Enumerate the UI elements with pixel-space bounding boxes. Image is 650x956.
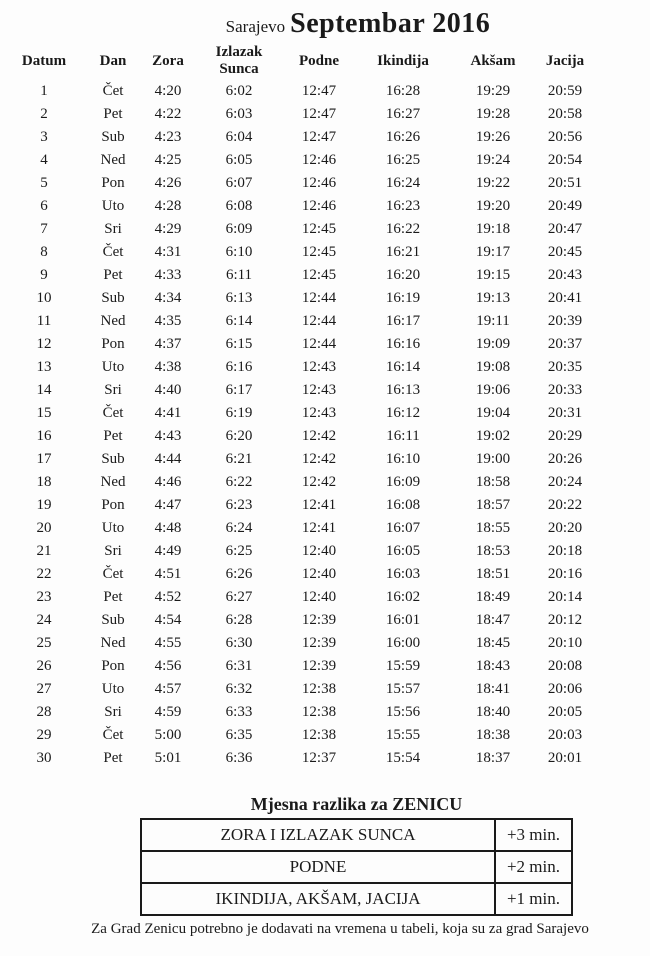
cell-zora: 4:35	[154, 313, 182, 329]
table-row	[0, 195, 592, 218]
prayer-table-body	[0, 80, 592, 770]
cell-podne: 12:41	[301, 520, 337, 536]
cell-aksam: 19:11	[476, 313, 510, 329]
cell-dan: Ned	[100, 313, 126, 329]
zenica-row-podne	[141, 851, 572, 883]
cell-zora: 4:52	[154, 589, 182, 605]
cell-izlazak-sunca: 6:24	[225, 520, 253, 536]
cell-podne: 12:44	[301, 313, 337, 329]
cell-datum: 4	[40, 152, 48, 168]
cell-jacija: 20:01	[547, 750, 583, 766]
cell-jacija: 20:31	[547, 405, 583, 421]
cell-jacija: 20:06	[547, 681, 583, 697]
cell-aksam: 18:53	[475, 543, 511, 559]
cell-ikindija: 16:07	[385, 520, 421, 536]
cell-jacija: 20:05	[547, 704, 583, 720]
cell-izlazak-sunca: 6:14	[225, 313, 253, 329]
cell-aksam: 19:26	[475, 129, 511, 145]
cell-ikindija: 16:05	[385, 543, 421, 559]
table-row	[0, 126, 592, 149]
table-row	[0, 356, 592, 379]
table-row	[0, 494, 592, 517]
table-row	[0, 747, 592, 770]
col-header-podne: Podne	[298, 52, 339, 69]
cell-podne: 12:43	[301, 405, 337, 421]
col-header-ikindija: Ikindija	[377, 52, 429, 69]
cell-podne: 12:42	[301, 428, 337, 444]
cell-ikindija: 16:20	[385, 267, 421, 283]
cell-izlazak-sunca: 6:27	[225, 589, 253, 605]
cell-datum: 12	[36, 336, 52, 352]
cell-izlazak-sunca: 6:09	[225, 221, 253, 237]
cell-aksam: 19:04	[475, 405, 511, 421]
cell-jacija: 20:39	[547, 313, 583, 329]
table-row	[0, 609, 592, 632]
cell-jacija: 20:51	[547, 175, 583, 191]
table-row	[0, 471, 592, 494]
cell-ikindija: 15:54	[385, 750, 421, 766]
cell-izlazak-sunca: 6:31	[225, 658, 253, 674]
cell-datum: 1	[40, 83, 48, 99]
cell-zora: 4:43	[154, 428, 182, 444]
table-row	[0, 287, 592, 310]
cell-dan: Pon	[101, 497, 125, 513]
cell-dan: Sub	[101, 612, 125, 628]
cell-jacija: 20:59	[547, 83, 583, 99]
cell-aksam: 19:28	[475, 106, 511, 122]
cell-izlazak-sunca: 6:13	[225, 290, 253, 306]
cell-zora: 4:55	[154, 635, 182, 651]
cell-podne: 12:37	[301, 750, 337, 766]
cell-izlazak-sunca: 6:17	[225, 382, 253, 398]
cell-izlazak-sunca: 6:07	[225, 175, 253, 191]
cell-podne: 12:38	[301, 681, 337, 697]
cell-jacija: 20:47	[547, 221, 583, 237]
cell-dan: Sri	[104, 704, 122, 720]
cell-izlazak-sunca: 6:05	[225, 152, 253, 168]
cell-zora: 4:26	[154, 175, 182, 191]
cell-zora: 4:57	[154, 681, 182, 697]
cell-izlazak-sunca: 6:23	[225, 497, 253, 513]
cell-aksam: 18:51	[475, 566, 511, 582]
cell-aksam: 19:02	[475, 428, 511, 444]
cell-aksam: 19:17	[475, 244, 511, 260]
col-header-izlazak-sunca: Izlazak Sunca	[215, 44, 263, 77]
table-row	[0, 632, 592, 655]
cell-aksam: 18:38	[475, 727, 511, 743]
month-year-title: Septembar 2016	[290, 8, 491, 39]
cell-datum: 19	[36, 497, 52, 513]
table-row	[0, 103, 592, 126]
table-row	[0, 701, 592, 724]
cell-jacija: 20:22	[547, 497, 583, 513]
cell-ikindija: 16:28	[385, 83, 421, 99]
table-row	[0, 218, 592, 241]
cell-jacija: 20:12	[547, 612, 583, 628]
cell-ikindija: 15:59	[385, 658, 421, 674]
table-row	[0, 310, 592, 333]
cell-datum: 9	[40, 267, 48, 283]
cell-podne: 12:43	[301, 359, 337, 375]
cell-izlazak-sunca: 6:03	[225, 106, 253, 122]
cell-jacija: 20:49	[547, 198, 583, 214]
cell-dan: Uto	[101, 198, 125, 214]
table-row	[0, 563, 592, 586]
cell-dan: Ned	[100, 474, 126, 490]
cell-izlazak-sunca: 6:10	[225, 244, 253, 260]
table-row	[0, 425, 592, 448]
cell-datum: 7	[40, 221, 48, 237]
cell-datum: 14	[36, 382, 52, 398]
cell-izlazak-sunca: 6:15	[225, 336, 253, 352]
cell-ikindija: 16:22	[385, 221, 421, 237]
cell-zora: 4:41	[154, 405, 182, 421]
cell-jacija: 20:18	[547, 543, 583, 559]
table-row	[0, 586, 592, 609]
cell-podne: 12:44	[301, 290, 337, 306]
cell-podne: 12:40	[301, 566, 337, 582]
zenica-adjustment-table	[140, 818, 573, 916]
cell-jacija: 20:58	[547, 106, 583, 122]
cell-podne: 12:42	[301, 451, 337, 467]
cell-podne: 12:39	[301, 658, 337, 674]
cell-dan: Čet	[102, 244, 124, 260]
cell-izlazak-sunca: 6:21	[225, 451, 253, 467]
cell-podne: 12:39	[301, 612, 337, 628]
table-row	[0, 80, 592, 103]
cell-datum: 18	[36, 474, 52, 490]
cell-podne: 12:38	[301, 727, 337, 743]
cell-dan: Sri	[104, 543, 122, 559]
cell-izlazak-sunca: 6:25	[225, 543, 253, 559]
cell-ikindija: 16:12	[385, 405, 421, 421]
cell-zora: 4:33	[154, 267, 182, 283]
cell-aksam: 19:18	[475, 221, 511, 237]
cell-jacija: 20:20	[547, 520, 583, 536]
cell-dan: Ned	[100, 152, 126, 168]
cell-datum: 25	[36, 635, 52, 651]
cell-dan: Ned	[100, 635, 126, 651]
cell-datum: 11	[36, 313, 52, 329]
cell-aksam: 19:13	[475, 290, 511, 306]
cell-zora: 4:25	[154, 152, 182, 168]
cell-aksam: 18:47	[475, 612, 511, 628]
cell-zora: 4:29	[154, 221, 182, 237]
cell-ikindija: 15:57	[385, 681, 421, 697]
cell-podne: 12:41	[301, 497, 337, 513]
col-header-aksam: Akšam	[470, 52, 516, 69]
cell-zora: 4:40	[154, 382, 182, 398]
cell-podne: 12:39	[301, 635, 337, 651]
cell-dan: Sub	[101, 451, 125, 467]
cell-zora: 5:01	[154, 750, 182, 766]
cell-zora: 4:49	[154, 543, 182, 559]
cell-izlazak-sunca: 6:35	[225, 727, 253, 743]
cell-dan: Pon	[101, 175, 125, 191]
cell-dan: Sub	[101, 129, 125, 145]
cell-izlazak-sunca: 6:22	[225, 474, 253, 490]
table-row	[0, 724, 592, 747]
cell-datum: 3	[40, 129, 48, 145]
cell-podne: 12:38	[301, 704, 337, 720]
cell-jacija: 20:43	[547, 267, 583, 283]
cell-podne: 12:45	[301, 221, 337, 237]
cell-datum: 30	[36, 750, 52, 766]
cell-aksam: 18:58	[475, 474, 511, 490]
cell-zora: 4:56	[154, 658, 182, 674]
cell-zora: 5:00	[154, 727, 182, 743]
cell-aksam: 18:37	[475, 750, 511, 766]
zenica-row-label: PODNE	[141, 851, 495, 883]
cell-aksam: 18:57	[475, 497, 511, 513]
cell-podne: 12:40	[301, 589, 337, 605]
cell-aksam: 18:40	[475, 704, 511, 720]
cell-ikindija: 16:01	[385, 612, 421, 628]
cell-zora: 4:48	[154, 520, 182, 536]
cell-datum: 29	[36, 727, 52, 743]
cell-izlazak-sunca: 6:26	[225, 566, 253, 582]
cell-ikindija: 15:55	[385, 727, 421, 743]
cell-datum: 16	[36, 428, 52, 444]
cell-ikindija: 16:16	[385, 336, 421, 352]
cell-izlazak-sunca: 6:19	[225, 405, 253, 421]
cell-izlazak-sunca: 6:20	[225, 428, 253, 444]
table-row	[0, 264, 592, 287]
table-row	[0, 333, 592, 356]
cell-aksam: 18:41	[475, 681, 511, 697]
cell-podne: 12:47	[301, 106, 337, 122]
cell-podne: 12:47	[301, 129, 337, 145]
cell-izlazak-sunca: 6:33	[225, 704, 253, 720]
cell-jacija: 20:35	[547, 359, 583, 375]
col-header-zora: Zora	[152, 52, 184, 69]
cell-datum: 6	[40, 198, 48, 214]
cell-ikindija: 16:17	[385, 313, 421, 329]
page-title	[0, 0, 650, 40]
zenica-row-value: +1 min.	[495, 883, 572, 915]
cell-podne: 12:47	[301, 83, 337, 99]
cell-jacija: 20:16	[547, 566, 583, 582]
cell-datum: 23	[36, 589, 52, 605]
cell-ikindija: 16:25	[385, 152, 421, 168]
table-row	[0, 448, 592, 471]
cell-datum: 24	[36, 612, 52, 628]
cell-ikindija: 16:19	[385, 290, 421, 306]
cell-ikindija: 16:26	[385, 129, 421, 145]
cell-zora: 4:23	[154, 129, 182, 145]
cell-dan: Pet	[103, 106, 123, 122]
cell-ikindija: 16:09	[385, 474, 421, 490]
cell-ikindija: 15:56	[385, 704, 421, 720]
cell-ikindija: 16:08	[385, 497, 421, 513]
zenica-row-value: +2 min.	[495, 851, 572, 883]
cell-podne: 12:45	[301, 244, 337, 260]
zenica-row-zora-izlazak	[141, 819, 572, 851]
cell-ikindija: 16:10	[385, 451, 421, 467]
zenica-row-label: ZORA I IZLAZAK SUNCA	[141, 819, 495, 851]
cell-zora: 4:59	[154, 704, 182, 720]
cell-izlazak-sunca: 6:11	[225, 267, 253, 283]
cell-izlazak-sunca: 6:32	[225, 681, 253, 697]
cell-aksam: 18:55	[475, 520, 511, 536]
cell-jacija: 20:56	[547, 129, 583, 145]
cell-aksam: 18:43	[475, 658, 511, 674]
cell-podne: 12:46	[301, 175, 337, 191]
cell-izlazak-sunca: 6:28	[225, 612, 253, 628]
table-row	[0, 379, 592, 402]
cell-aksam: 19:00	[475, 451, 511, 467]
col-header-dan: Dan	[99, 52, 127, 69]
cell-aksam: 19:22	[475, 175, 511, 191]
col-header-jacija: Jacija	[545, 52, 585, 69]
cell-jacija: 20:29	[547, 428, 583, 444]
cell-podne: 12:43	[301, 382, 337, 398]
zenica-section	[0, 794, 650, 938]
cell-ikindija: 16:21	[385, 244, 421, 260]
cell-ikindija: 16:13	[385, 382, 421, 398]
cell-jacija: 20:33	[547, 382, 583, 398]
cell-jacija: 20:45	[547, 244, 583, 260]
cell-jacija: 20:14	[547, 589, 583, 605]
cell-aksam: 18:45	[475, 635, 511, 651]
cell-datum: 26	[36, 658, 52, 674]
cell-dan: Uto	[101, 681, 125, 697]
cell-zora: 4:22	[154, 106, 182, 122]
cell-ikindija: 16:23	[385, 198, 421, 214]
header-row	[0, 42, 592, 80]
cell-dan: Pet	[103, 428, 123, 444]
cell-aksam: 18:49	[475, 589, 511, 605]
cell-aksam: 19:20	[475, 198, 511, 214]
cell-jacija: 20:08	[547, 658, 583, 674]
cell-datum: 15	[36, 405, 52, 421]
cell-jacija: 20:03	[547, 727, 583, 743]
cell-dan: Pet	[103, 589, 123, 605]
cell-izlazak-sunca: 6:02	[225, 83, 253, 99]
cell-dan: Čet	[102, 727, 124, 743]
cell-zora: 4:38	[154, 359, 182, 375]
cell-dan: Sri	[104, 382, 122, 398]
cell-dan: Pet	[103, 267, 123, 283]
table-row	[0, 678, 592, 701]
cell-jacija: 20:54	[547, 152, 583, 168]
cell-datum: 22	[36, 566, 52, 582]
cell-podne: 12:45	[301, 267, 337, 283]
zenica-title: Mjesna razlika za ZENICU	[250, 794, 463, 814]
prayer-times-table	[0, 42, 592, 770]
col-header-datum: Datum	[21, 52, 67, 69]
cell-datum: 10	[36, 290, 52, 306]
table-row	[0, 655, 592, 678]
cell-datum: 17	[36, 451, 52, 467]
cell-aksam: 19:08	[475, 359, 511, 375]
cell-datum: 8	[40, 244, 48, 260]
cell-zora: 4:20	[154, 83, 182, 99]
cell-izlazak-sunca: 6:30	[225, 635, 253, 651]
zenica-row-label: IKINDIJA, AKŠAM, JACIJA	[141, 883, 495, 915]
cell-zora: 4:44	[154, 451, 182, 467]
cell-dan: Pon	[101, 658, 125, 674]
cell-podne: 12:42	[301, 474, 337, 490]
cell-dan: Sub	[101, 290, 125, 306]
cell-aksam: 19:06	[475, 382, 511, 398]
table-row	[0, 172, 592, 195]
cell-datum: 21	[36, 543, 52, 559]
cell-jacija: 20:10	[547, 635, 583, 651]
cell-datum: 13	[36, 359, 52, 375]
cell-dan: Čet	[102, 83, 124, 99]
cell-datum: 5	[40, 175, 48, 191]
cell-datum: 20	[36, 520, 52, 536]
cell-ikindija: 16:02	[385, 589, 421, 605]
cell-aksam: 19:15	[475, 267, 511, 283]
cell-zora: 4:47	[154, 497, 182, 513]
cell-zora: 4:34	[154, 290, 182, 306]
zenica-row-ikindija-aksam-jacija	[141, 883, 572, 915]
cell-ikindija: 16:00	[385, 635, 421, 651]
table-row	[0, 149, 592, 172]
table-row	[0, 241, 592, 264]
zenica-note: Za Grad Zenicu potrebno je dodavati na vremena u tabeli, koja su za grad Sarajevo	[91, 921, 589, 937]
cell-jacija: 20:41	[547, 290, 583, 306]
cell-jacija: 20:26	[547, 451, 583, 467]
cell-dan: Pet	[103, 750, 123, 766]
cell-ikindija: 16:03	[385, 566, 421, 582]
cell-dan: Pon	[101, 336, 125, 352]
cell-podne: 12:46	[301, 198, 337, 214]
cell-ikindija: 16:11	[386, 428, 420, 444]
cell-datum: 27	[36, 681, 52, 697]
cell-podne: 12:46	[301, 152, 337, 168]
cell-aksam: 19:29	[475, 83, 511, 99]
city-label: Sarajevo	[225, 17, 286, 36]
cell-izlazak-sunca: 6:36	[225, 750, 253, 766]
cell-dan: Sri	[104, 221, 122, 237]
cell-ikindija: 16:14	[385, 359, 421, 375]
zenica-row-value: +3 min.	[495, 819, 572, 851]
cell-izlazak-sunca: 6:16	[225, 359, 253, 375]
cell-izlazak-sunca: 6:08	[225, 198, 253, 214]
cell-jacija: 20:37	[547, 336, 583, 352]
cell-ikindija: 16:27	[385, 106, 421, 122]
cell-datum: 2	[40, 106, 48, 122]
cell-jacija: 20:24	[547, 474, 583, 490]
cell-dan: Čet	[102, 405, 124, 421]
cell-aksam: 19:24	[475, 152, 511, 168]
cell-dan: Čet	[102, 566, 124, 582]
cell-datum: 28	[36, 704, 52, 720]
cell-zora: 4:37	[154, 336, 182, 352]
cell-podne: 12:44	[301, 336, 337, 352]
cell-dan: Uto	[101, 359, 125, 375]
table-row	[0, 517, 592, 540]
cell-podne: 12:40	[301, 543, 337, 559]
cell-zora: 4:31	[154, 244, 182, 260]
cell-aksam: 19:09	[475, 336, 511, 352]
table-row	[0, 402, 592, 425]
cell-zora: 4:28	[154, 198, 182, 214]
cell-izlazak-sunca: 6:04	[225, 129, 253, 145]
cell-zora: 4:54	[154, 612, 182, 628]
cell-zora: 4:51	[154, 566, 182, 582]
cell-dan: Uto	[101, 520, 125, 536]
table-row	[0, 540, 592, 563]
cell-ikindija: 16:24	[385, 175, 421, 191]
cell-zora: 4:46	[154, 474, 182, 490]
